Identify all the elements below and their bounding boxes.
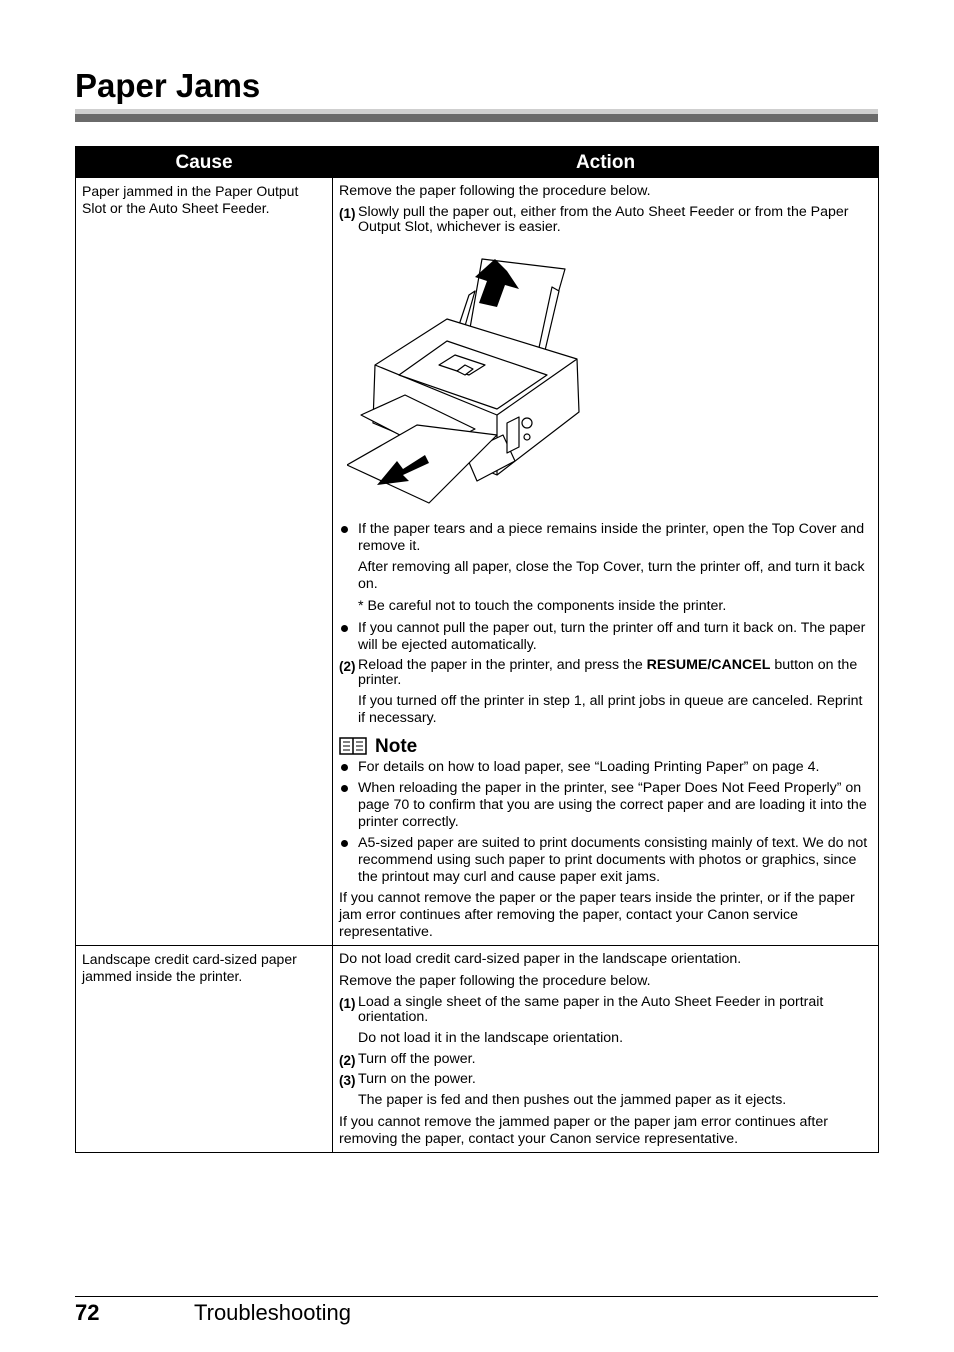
note-heading — [339, 737, 872, 755]
cause-cell: Landscape credit card-sized paper jammed inside the printer. — [76, 946, 333, 1153]
bullet-text: If you cannot pull the paper out, turn the printer off and turn it back on. The paper will be ejected automatically. — [358, 620, 866, 653]
note-text: A5-sized paper are suited to print documents consisting mainly of text. We do not recommend using such paper to print documents with photos or graphics, since the printout may curl and cause paper exit jams. — [358, 835, 868, 885]
resume-cancel-label: RESUME/CANCEL — [646, 657, 771, 673]
step-follow-text: If you turned off the printer in step 1, all print jobs in queue are canceled. Reprint if necessary. — [358, 693, 863, 726]
footer-rule — [75, 1296, 878, 1297]
cause-header: Cause — [76, 147, 333, 178]
note-item — [339, 835, 872, 886]
bullet-icon — [341, 526, 348, 533]
section-name: Troubleshooting — [194, 1300, 351, 1325]
list-item — [339, 521, 872, 555]
action-header: Action — [333, 147, 879, 178]
step-number: (1) — [339, 206, 356, 221]
action-cell — [333, 178, 879, 946]
step-1 — [339, 995, 872, 1025]
note-text: For details on how to load paper, see “Loading Printing Paper” on page 4. — [358, 759, 820, 775]
step-number: (3) — [339, 1073, 356, 1088]
step-text: Load a single sheet of the same paper in the Auto Sheet Feeder in portrait orientation. — [358, 994, 824, 1025]
step-number: (1) — [339, 996, 356, 1011]
bullet-icon — [341, 625, 348, 632]
closing-text: If you cannot remove the paper or the paper tears inside the printer, or if the paper jam error continues after removing the paper, contact your Canon service representative. — [339, 890, 855, 940]
page-title: Paper Jams — [75, 67, 261, 104]
note-title: Note — [375, 735, 418, 757]
step-1 — [339, 205, 872, 235]
title-rule — [75, 109, 878, 122]
note-item — [339, 780, 872, 831]
bullet-follow-text: After removing all paper, close the Top Cover, turn the printer off, and turn it back on. — [358, 559, 865, 592]
step-number: (2) — [339, 1053, 356, 1068]
step-text: Turn off the power. — [358, 1051, 476, 1067]
paper-jam-table — [75, 146, 879, 1153]
bullet-text: If the paper tears and a piece remains inside the printer, open the Top Cover and remove it. — [358, 521, 865, 554]
step-2 — [339, 658, 872, 688]
cause-cell: Paper jammed in the Paper Output Slot or the Auto Sheet Feeder. — [76, 178, 333, 946]
step-2 — [339, 1052, 872, 1067]
note-book-icon — [339, 737, 367, 755]
step-follow-text: The paper is fed and then pushes out the jammed paper as it ejects. — [358, 1092, 787, 1108]
note-item — [339, 759, 872, 776]
action-intro: Remove the paper following the procedure below. — [339, 183, 651, 199]
step-text: Turn on the power. — [358, 1071, 476, 1087]
action-cell — [333, 946, 879, 1153]
step-number: (2) — [339, 659, 356, 674]
step-3 — [339, 1072, 872, 1087]
step-text: Slowly pull the paper out, either from the Auto Sheet Feeder or from the Paper Output Slot, whichever is easier. — [358, 204, 849, 235]
table-row — [76, 946, 879, 1153]
bullet-icon — [341, 840, 348, 847]
bullet-icon — [341, 764, 348, 771]
step-follow-text: Do not load it in the landscape orientation. — [358, 1030, 624, 1046]
action-line: Remove the paper following the procedure below. — [339, 973, 651, 989]
closing-text: If you cannot remove the jammed paper or the paper jam error continues after removing the paper, contact your Canon service representative. — [339, 1114, 828, 1147]
note-text: When reloading the paper in the printer, see “Paper Does Not Feed Properly” on page 70 to confirm that you are using the correct paper and are loading it into the printer correctly. — [358, 780, 867, 830]
printer-illustration — [347, 247, 872, 505]
printer-jam-diagram — [347, 247, 597, 505]
bullet-icon — [341, 785, 348, 792]
list-item — [339, 620, 872, 654]
action-line: Do not load credit card-sized paper in the landscape orientation. — [339, 951, 742, 967]
table-header-row — [76, 147, 879, 178]
page-number: 72 — [75, 1300, 100, 1325]
caution-text: * Be careful not to touch the components inside the printer. — [358, 598, 727, 614]
step-text: Reload the paper in the printer, and press the RESUME/CANCEL button on the printer. — [358, 657, 858, 688]
table-row — [76, 178, 879, 946]
